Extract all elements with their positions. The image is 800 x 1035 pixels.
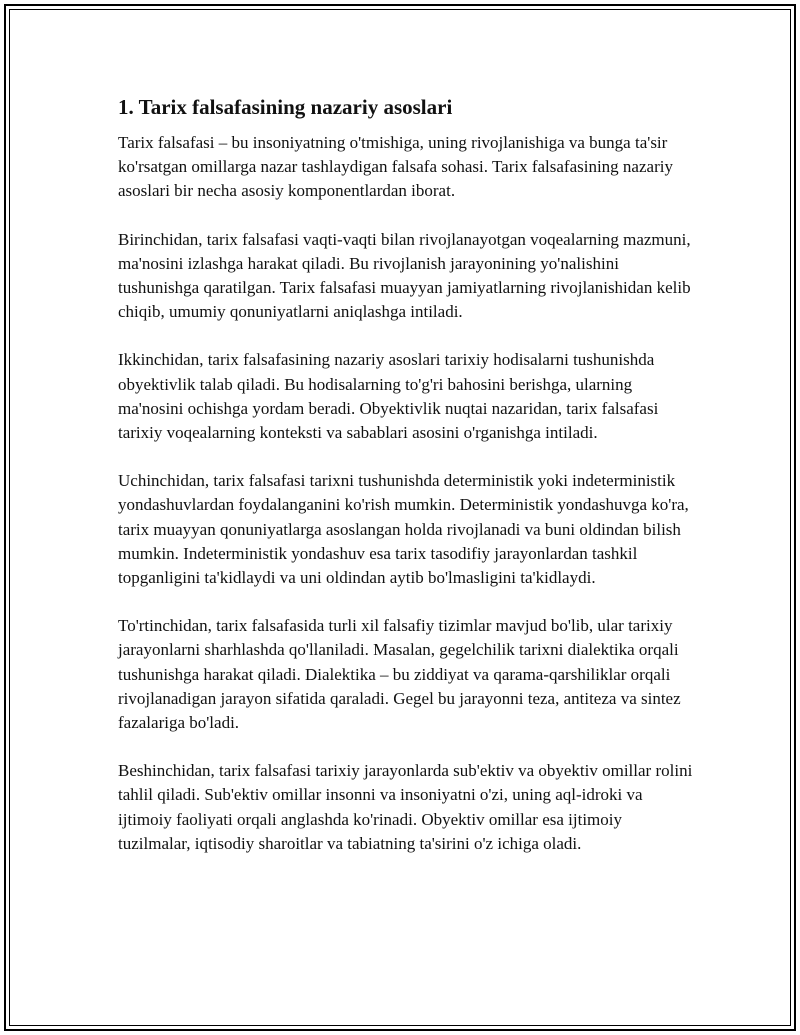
document-body: [118, 94, 698, 880]
paragraph-first: Birinchidan, tarix falsafasi vaqti-vaqti bilan rivojlanayotgan voqealarning mazmuni, ma'nosini izlashga harakat qiladi. Bu rivojlanish jarayonining yo'nalishini tushunishga qaratilgan. Tarix falsafasi muayyan jamiyatlarning rivojlanishidan kelib chiqib, umumiy qonuniyatlarni aniqlashga intiladi.: [118, 229, 691, 322]
section-heading: 1. Tarix falsafasining nazariy asoslari: [118, 95, 453, 119]
paragraph-intro: Tarix falsafasi – bu insoniyatning o'tmishiga, uning rivojlanishiga va bunga ta'sir ko'rsatgan omillarga nazar tashlaydigan falsafa sohasi. Tarix falsafasining nazariy asoslari bir necha asosiy komponentlardan iborat.: [118, 133, 673, 201]
paragraph-third: Uchinchidan, tarix falsafasi tarixni tushunishda deterministik yoki indeterministik yondashuvlardan foydalanganini ko'rish mumkin. Deterministik yondashuvga ko'ra, tarix muayyan qonuniyatlarga asoslangan holda rivojlanadi va buni oldindan bilish mumkin. Indeterministik yondashuv esa tarix tasodifiy jarayonlardan tashkil topganligini ta'kidlaydi va uni oldindan aytib bo'lmasligini ta'kidlaydi.: [118, 471, 689, 588]
paragraph-second: Ikkinchidan, tarix falsafasining nazariy asoslari tarixiy hodisalarni tushunishda obyektivlik talab qiladi. Bu hodisalarning to'g'ri bahosini berishga, ularning ma'nosini ochishga yordam beradi. Obyektivlik nuqtai nazaridan, tarix falsafasi tarixiy voqealarning konteksti va sabablari asosini o'rganishga intiladi.: [118, 350, 659, 443]
paragraph-fifth: Beshinchidan, tarix falsafasi tarixiy jarayonlarda sub'ektiv va obyektiv omillar rolini tahlil qiladi. Sub'ektiv omillar insonni va insoniyatni o'zi, uning aql-idroki va ijtimoiy faoliyati orqali anglashda ko'rinadi. Obyektiv omillar esa ijtimoiy tuzilmalar, iqtisodiy sharoitlar va tabiatning ta'sirini o'z ichiga oladi.: [118, 761, 693, 853]
paragraph-fourth: To'rtinchidan, tarix falsafasida turli xil falsafiy tizimlar mavjud bo'lib, ular tarixiy jarayonlarni sharhlashda qo'llaniladi. Masalan, gegelchilik tarixni dialektika orqali tushunishga harakat qiladi. Dialektika – bu ziddiyat va qarama-qarshiliklar orqali rivojlanadigan jarayon sifatida qaraladi. Gegel bu jarayonni teza, antiteza va sintez fazalariga bo'ladi.: [118, 616, 681, 733]
